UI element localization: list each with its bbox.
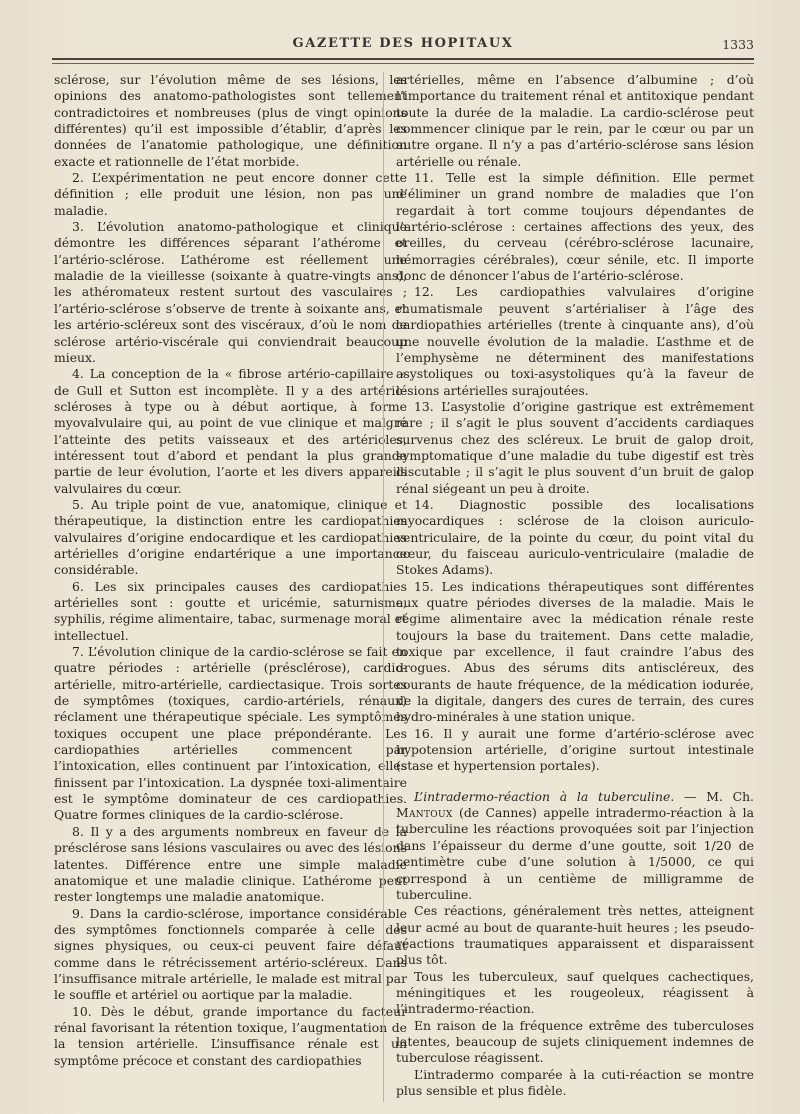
section-lead-text: (de Cannes) appelle intradermo-réaction à la tuberculine les réactions provoquées soit par l’injection dans l’épaisseur du derme d’une goutte, soit 1/20 de centimètre cube d’une solution à 1/5000, ce qui correspond à un centième de milligramme de tuberculine.: [396, 805, 754, 902]
paragraph: Ces réactions, généralement très nettes, atteignent leur acmé au bout de quarante-huit heures ; les pseudo-réactions traumatiques apparaissent et disparaissent plus tôt.: [396, 903, 754, 968]
paragraph: 2. L’expérimentation ne peut encore donner cette définition ; elle produit une lésion, non pas une maladie.: [54, 170, 407, 218]
author-prefix: — M. Ch.: [674, 788, 754, 804]
page-number: 1333: [722, 37, 754, 52]
paragraph: 12. Les cardiopathies valvulaires d’origine rhumatismale peuvent s’artérialiser à l’âge des cardiopathies artérielles (trente à cinquante ans), d’où une nouvelle évolution de la maladie. L’asthme et de l’emphysème ne déterminent des manifestations asystoliques ou toxi-asystoliques qu’à la faveur de lésions artérielles surajoutées.: [396, 284, 754, 398]
section-title: L’intradermo-réaction à la tuberculine.: [414, 788, 675, 804]
paragraph: 15. Les indications thérapeutiques sont différentes aux quatre périodes diverses de la maladie. Mais le régime alimentaire avec la médication rénale reste toujours la base du traitement. Dans cette maladie, toxique par excellence, il faut craindre l’abus des drogues. Abus des sérums dits antiscléreux, des courants de haute fréquence, de la médication iodurée, de la digitale, dangers des cures de terrain, des cures hydro-minérales à une station unique.: [396, 578, 754, 725]
header-rule-thin: [52, 63, 754, 64]
journal-title: GAZETTE DES HOPITAUX: [292, 36, 514, 51]
paragraph: 3. L’évolution anatomo-pathologique et clinique démontre les différences séparant l’athérome et l’artério-sclérose. L’athérome est réellement une maladie de la vieillesse (soixante à quatre-vingts ans), les athéromateux restent surtout des vasculaires ; l’artério-sclérose s’observe de trente à soixante ans, et les artério-scléreux sont des viscéraux, d’où le nom de sclérose artério-viscérale qui conviendrait beaucoup mieux.: [54, 219, 407, 365]
paragraph: 4. La conception de la « fibrose artério-capillaire » de Gull et Sutton est incomplète. Il y a des artério-scléroses à type ou à début aortique, à forme myovalvulaire qui, au point de vue clinique et malgré l’atteinte des petits vaisseaux et des artérioles, intéressent tout d’abord et pendant la plus grande partie de leur évolution, l’aorte et les divers appareils valvulaires du cœur.: [54, 366, 407, 496]
paragraph: 6. Les six principales causes des cardiopathies artérielles sont : goutte et uricémie, saturnisme, syphilis, régime alimentaire, tabac, surmenage moral et intellectuel.: [54, 578, 407, 643]
paragraph: 14. Diagnostic possible des localisations myocardiques : sclérose de la cloison auriculo-ventriculaire, de la pointe du cœur, du point vital du cœur, du faisceau auriculo-ventriculaire (maladie de Stokes Adams).: [396, 496, 754, 578]
paragraph: artérielles, même en l’absence d’albumine ; d’où l’importance du traitement rénal et antitoxique pendant toute la durée de la maladie. La cardio-sclérose peut commencer clinique par le rein, par le cœur ou par un autre organe. Il n’y a pas d’artério-sclérose sans lésion artérielle ou rénale.: [396, 72, 754, 169]
column-divider: [383, 72, 384, 1102]
paragraph: 16. Il y aurait une forme d’artério-sclérose avec hypotension artérielle, d’origine surtout intestinale (stase et hypertension portales).: [396, 725, 754, 774]
paragraph: 11. Telle est la simple définition. Elle permet d’éliminer un grand nombre de maladies que l’on regardait à tort comme toujours dépendantes de l’artério-sclérose : certaines affections des yeux, des oreilles, du cerveau (cérébro-sclérose lacunaire, hémorragies cérébrales), cœur sénile, etc. Il importe donc de dénoncer l’abus de l’artério-sclérose.: [396, 170, 754, 284]
paragraph: 8. Il y a des arguments nombreux en faveur de la présclérose sans lésions vasculaires ou avec des lésions latentes. Différence entre une simple maladie anatomique et une maladie clinique. L’athérome peut rester longtemps une maladie anatomique.: [54, 823, 407, 905]
left-column: [54, 72, 407, 1102]
page-header: [52, 30, 754, 60]
paragraph: L’intradermo comparée à la cuti-réaction se montre plus sensible et plus fidèle.: [396, 1066, 754, 1098]
header-rule-thick: [52, 58, 754, 60]
right-column: [396, 72, 754, 1102]
paragraph: En raison de la fréquence extrême des tuberculoses latentes, beaucoup de sujets cliniquement indemnes de tuberculose réagissent.: [396, 1017, 754, 1066]
author-name: Mantoux: [396, 805, 453, 821]
paragraph: 7. L’évolution clinique de la cardio-sclérose se fait en quatre périodes : artérielle (présclérose), cardio-artérielle, mitro-artérielle, cardiectasique. Trois sortes de symptômes (toxiques, cardio-artériels, rénaux) réclament une thérapeutique spéciale. Les symptômes toxiques occupent une place prépondérante. Les cardiopathies artérielles commencent par l’intoxication, elles continuent par l’intoxication, elles finissent par l’intoxication. La dyspnée toxi-alimentaire est le symptôme dominateur de ces cardiopathies. Quatre formes cliniques de la cardio-sclérose.: [54, 644, 407, 823]
paragraph: sclérose, sur l’évolution même de ses lésions, les opinions des anatomo-pathologistes sont tellement contradictoires et nombreuses (plus de vingt opinions différentes) qu’il est impossible d’établir, d’après les données de l’anatomie pathologique, une définition exacte et rationnelle de l’état morbide.: [54, 72, 407, 169]
paragraph: 9. Dans la cardio-sclérose, importance considérable des symptômes fonctionnels comparée à celle des signes physiques, ou ceux-ci peuvent faire défaut comme dans le rétrécissement artério-scléreux. Dans l’insuffisance mitrale artérielle, le malade est mitral par le souffle et artériel ou aortique par la maladie.: [54, 905, 407, 1003]
section-lead-paragraph: [396, 789, 754, 903]
paragraph: Tous les tuberculeux, sauf quelques cachectiques, méningitiques et les rougeoleux, réagissent à l’intradermo-réaction.: [396, 968, 754, 1017]
paragraph: 13. L’asystolie d’origine gastrique est extrêmement rare ; il s’agit le plus souvent d’accidents cardiaques survenus chez des scléreux. Le bruit de galop droit, symptomatique d’une maladie du tube digestif est très discutable ; il s’agit le plus souvent d’un bruit de galop rénal siégeant un peu à droite.: [396, 398, 754, 496]
paragraph: 10. Dès le début, grande importance du facteur rénal favorisant la rétention toxique, l’augmentation de la tension artérielle. L’insuffisance rénale est un symptôme précoce et constant des cardiopathies: [54, 1003, 407, 1068]
paragraph: 5. Au triple point de vue, anatomique, clinique et thérapeutique, la distinction entre les cardiopathies valvulaires d’origine endocardique et les cardiopathies artérielles d’origine endartérique a une importance considérable.: [54, 496, 407, 578]
